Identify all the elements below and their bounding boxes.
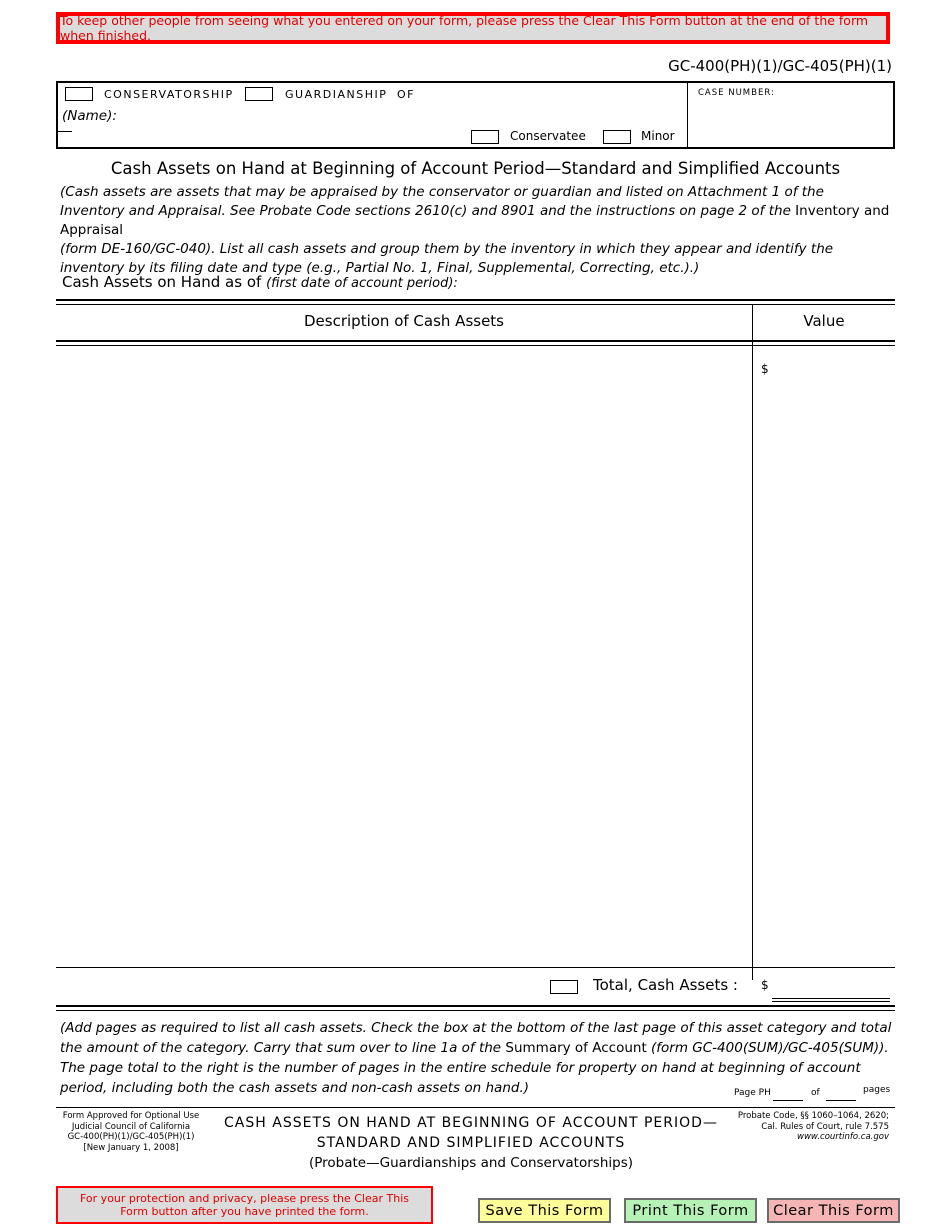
print-form-button[interactable]: Print This Form [624, 1198, 757, 1223]
form-footer-title [206, 1113, 736, 1174]
name-tick [58, 131, 72, 132]
guardianship-checkbox[interactable] [245, 87, 273, 101]
case-number-divider [687, 83, 688, 147]
privacy-notice-bottom [56, 1186, 433, 1224]
as-of-hint: (first date of account period): [266, 276, 458, 291]
instructions-part2: (form DE-160/GC-040). List all cash assets and group them by the inventory in which they appear and identify the inventory by its filing date and type (e.g., Partial No. 1, Final, Supplemental, Correcting, etc.).) [60, 241, 834, 276]
table-bottom-rule [56, 1005, 895, 1007]
page-of-label: of [811, 1088, 820, 1098]
value-column-divider [752, 304, 753, 980]
page-number-blank[interactable] [773, 1100, 803, 1101]
privacy-notice-top [56, 12, 890, 44]
approval-line-2: Judicial Council of California [71, 1121, 191, 1132]
total-value-input[interactable] [772, 974, 890, 996]
value-input[interactable] [772, 356, 890, 962]
page-number-label: Page PH [734, 1088, 771, 1098]
total-cash-assets-label: Total, Cash Assets : [593, 976, 738, 994]
instructions-form-name: Inventory and Appraisal [60, 203, 890, 238]
table-top-rule-inner [56, 304, 895, 305]
page-total-blank[interactable] [826, 1100, 856, 1101]
footer-title-line-1: CASH ASSETS ON HAND AT BEGINNING OF ACCOUNT PERIOD— [224, 1115, 718, 1131]
conservatee-label: Conservatee [510, 129, 586, 143]
approval-line-4: [New January 1, 2008] [83, 1142, 179, 1153]
instructions [60, 183, 890, 278]
footer-rule [56, 1107, 895, 1108]
conservatee-checkbox[interactable] [471, 130, 499, 144]
guardianship-label: GUARDIANSHIP [285, 88, 388, 101]
court-website-link[interactable]: www.courtinfo.ca.gov [797, 1132, 889, 1142]
value-currency-symbol: $ [761, 362, 769, 376]
footer-note [60, 1018, 894, 1098]
as-of-date-input[interactable] [450, 272, 890, 294]
conservatorship-checkbox[interactable] [65, 87, 93, 101]
total-row-rule [56, 967, 895, 968]
description-header: Description of Cash Assets [304, 312, 504, 330]
table-top-rule [56, 299, 895, 301]
form-approval-info [56, 1111, 206, 1153]
total-underline-2 [772, 1001, 890, 1002]
description-input[interactable] [58, 350, 748, 962]
privacy-notice-top-text: To keep other people from seeing what you entered on your form, please press the Clear This Form button at the end of the form when finished. [60, 13, 869, 43]
approval-line-3: GC-400(PH)(1)/GC-405(PH)(1) [67, 1132, 195, 1142]
privacy-notice-bottom-text: For your protection and privacy, please press the Clear This Form button after you have printed the form. [80, 1192, 409, 1218]
legal-references [700, 1111, 889, 1143]
clear-form-button[interactable]: Clear This Form [767, 1198, 900, 1223]
form-number: GC-400(PH)(1)/GC-405(PH)(1) [668, 57, 892, 75]
name-input[interactable] [118, 106, 458, 126]
footer-note-part1: (Add pages as required to list all cash assets. Check the box at the bottom of the last page of this asset category and total the amount of the category. Carry that sum over to line 1a of the [60, 1020, 892, 1056]
case-number-label: CASE NUMBER: [698, 88, 775, 98]
case-number-input[interactable] [692, 100, 888, 144]
minor-label: Minor [641, 129, 675, 143]
as-of-line [62, 273, 458, 291]
value-header: Value [803, 312, 845, 330]
of-label: OF [397, 88, 415, 101]
page-title: Cash Assets on Hand at Beginning of Account Period—Standard and Simplified Accounts [110, 159, 841, 178]
name-label: (Name): [62, 108, 117, 124]
minor-checkbox[interactable] [603, 130, 631, 144]
conservatorship-label: CONSERVATORSHIP [104, 88, 234, 101]
save-form-button[interactable]: Save This Form [478, 1198, 611, 1223]
pages-label: pages [863, 1085, 891, 1095]
header-bottom-rule-inner [56, 345, 895, 346]
approval-line-1: Form Approved for Optional Use [62, 1111, 200, 1121]
last-page-checkbox[interactable] [550, 980, 578, 994]
instructions-part1: (Cash assets are assets that may be appraised by the conservator or guardian and listed on Attachment 1 of the Inventory and Appraisal. See Probate Code sections 2610(c) and 8901 and the instructions on page 2 of the [60, 184, 824, 219]
table-bottom-rule-inner [56, 1010, 895, 1011]
footer-title-line-3: (Probate—Guardianships and Conservatorships) [308, 1155, 633, 1171]
header-bottom-rule [56, 340, 895, 342]
footer-note-part2: (form GC-400(SUM)/GC-405(SUM)). The page total to the right is the number of pages in the entire schedule for property on hand at beginning of account period, including both the cash assets and non-cash assets on hand.) [60, 1040, 889, 1096]
total-currency-symbol: $ [761, 978, 769, 992]
footer-title-line-2: STANDARD AND SIMPLIFIED ACCOUNTS [316, 1135, 626, 1151]
legal-ref-line-1: Probate Code, §§ 1060–1064, 2620; [737, 1111, 889, 1121]
footer-note-summary-name: Summary of Account [505, 1040, 647, 1056]
legal-ref-line-2: Cal. Rules of Court, rule 7.575 [761, 1121, 889, 1132]
total-underline-1 [772, 998, 890, 999]
as-of-label: Cash Assets on Hand as of [62, 273, 262, 291]
